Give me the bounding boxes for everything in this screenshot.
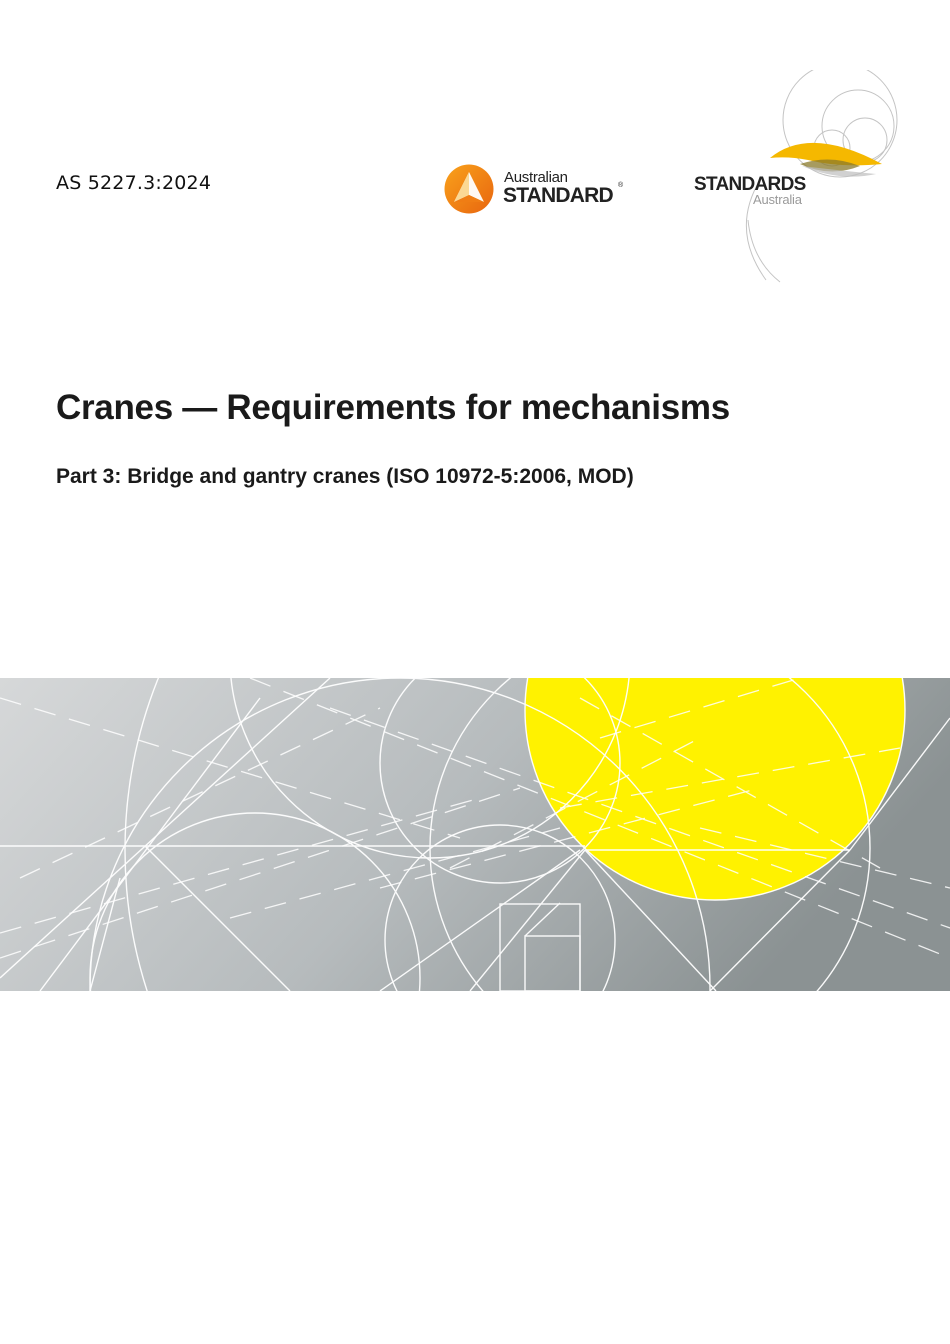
standards-australia-logo-line2: Australia: [753, 192, 802, 207]
document-title: Cranes — Requirements for mechanisms: [56, 388, 730, 427]
document-subtitle: Part 3: Bridge and gantry cranes (ISO 10972-5:2006, MOD): [56, 465, 634, 488]
registered-mark: ®: [618, 182, 624, 189]
australian-standard-logo-line2: STANDARD: [503, 184, 613, 207]
standards-australia-logo: [690, 70, 910, 285]
document-number: AS 5227.3:2024: [56, 172, 212, 194]
geometric-circles-graphic: [0, 678, 950, 991]
australian-standard-emblem-icon: [444, 164, 496, 216]
cover-graphic-banner: [0, 678, 950, 991]
australian-standard-logo-line1: Australian: [504, 169, 568, 186]
standards-australia-logo-line1: STANDARDS: [694, 174, 806, 195]
australian-standard-logo: [444, 164, 629, 216]
